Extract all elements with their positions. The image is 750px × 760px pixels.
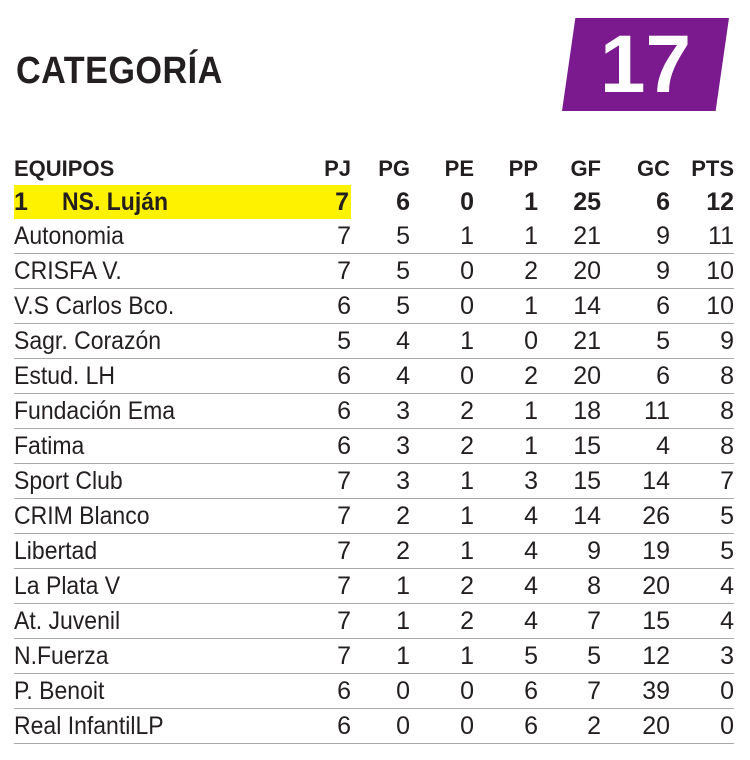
pts-cell: 5	[670, 499, 734, 534]
column-header-gc: GC	[637, 156, 670, 181]
gf-cell: 20	[538, 359, 601, 394]
gc-cell: 20	[601, 569, 670, 604]
pg-cell: 3	[351, 429, 410, 464]
table-row	[14, 464, 734, 499]
pe-cell: 1	[410, 219, 474, 254]
table-row	[14, 254, 734, 289]
position-number: 1	[14, 188, 28, 216]
team-name-cell	[14, 359, 294, 394]
gc-cell: 9	[601, 254, 670, 289]
team-name: V.S Carlos Bco.	[14, 292, 175, 320]
pe-cell: 0	[410, 674, 474, 709]
pts-cell: 10	[670, 254, 734, 289]
pj-cell: 7	[294, 569, 351, 604]
gf-cell: 21	[538, 324, 601, 359]
column-header-teams: EQUIPOS	[14, 156, 115, 181]
gc-cell: 5	[601, 324, 670, 359]
table-row	[14, 534, 734, 569]
gf-cell: 7	[538, 674, 601, 709]
team-name-cell	[14, 324, 294, 359]
gf-cell: 9	[538, 534, 601, 569]
gf-cell: 2	[538, 709, 601, 744]
gc-cell: 26	[601, 499, 670, 534]
pe-cell: 2	[410, 394, 474, 429]
pg-cell: 5	[351, 254, 410, 289]
pg-cell: 4	[351, 324, 410, 359]
pts-cell: 7	[670, 464, 734, 499]
pj-cell: 7	[294, 639, 351, 674]
gc-cell: 6	[601, 359, 670, 394]
pp-cell: 1	[474, 219, 538, 254]
gc-cell: 39	[601, 674, 670, 709]
pe-cell: 0	[410, 289, 474, 324]
pj-cell: 6	[294, 709, 351, 744]
pe-cell: 0	[410, 254, 474, 289]
pj-cell: 5	[294, 324, 351, 359]
team-name-cell	[14, 534, 294, 569]
pj-cell: 7	[294, 254, 351, 289]
pp-cell: 5	[474, 639, 538, 674]
team-name: CRISFA V.	[14, 257, 122, 285]
team-name-cell	[14, 254, 294, 289]
pj-cell: 7	[294, 219, 351, 254]
pp-cell: 0	[474, 324, 538, 359]
table-row	[14, 324, 734, 359]
table-row	[14, 429, 734, 464]
gf-cell: 14	[538, 499, 601, 534]
team-name-cell	[14, 499, 294, 534]
category-number-badge: 17	[599, 18, 692, 110]
column-header-pp: PP	[508, 156, 538, 181]
pe-cell: 2	[410, 569, 474, 604]
team-name-cell	[14, 674, 294, 709]
team-name-cell	[14, 569, 294, 604]
pj-cell: 6	[294, 674, 351, 709]
pg-cell: 2	[351, 534, 410, 569]
table-row	[14, 569, 734, 604]
table-row	[14, 674, 734, 709]
gc-cell: 15	[601, 604, 670, 639]
pts-cell: 0	[670, 709, 734, 744]
table-row	[14, 289, 734, 324]
pp-cell: 2	[474, 254, 538, 289]
pe-cell: 0	[410, 709, 474, 744]
pp-cell: 1	[474, 289, 538, 324]
pg-cell: 6	[396, 188, 410, 216]
team-name: Fatima	[14, 432, 85, 460]
pts-cell: 8	[670, 359, 734, 394]
pts-cell: 9	[670, 324, 734, 359]
pg-cell: 3	[351, 464, 410, 499]
team-name-cell	[14, 219, 294, 254]
pts-cell: 10	[670, 289, 734, 324]
gc-cell: 4	[601, 429, 670, 464]
pp-cell: 6	[474, 674, 538, 709]
gf-cell: 20	[538, 254, 601, 289]
gf-cell: 8	[538, 569, 601, 604]
pp-cell: 4	[474, 499, 538, 534]
pj-cell: 7	[294, 534, 351, 569]
pts-cell: 0	[670, 674, 734, 709]
pp-cell: 2	[474, 359, 538, 394]
gc-cell: 6	[601, 289, 670, 324]
team-name-cell	[14, 394, 294, 429]
category-title: CATEGORÍA	[16, 50, 223, 92]
pts-cell: 4	[670, 569, 734, 604]
pg-cell: 1	[351, 569, 410, 604]
pj-cell: 6	[294, 429, 351, 464]
gc-cell: 12	[601, 639, 670, 674]
team-name: Libertad	[14, 537, 98, 565]
pg-cell: 0	[351, 674, 410, 709]
pp-cell: 3	[474, 464, 538, 499]
gc-cell: 20	[601, 709, 670, 744]
gf-cell: 7	[538, 604, 601, 639]
team-name: Sagr. Corazón	[14, 327, 162, 355]
table-row	[14, 219, 734, 254]
team-name-cell	[14, 604, 294, 639]
pp-cell: 4	[474, 604, 538, 639]
team-name: NS. Luján	[62, 188, 169, 216]
pe-cell: 0	[410, 359, 474, 394]
team-name: N.Fuerza	[14, 642, 109, 670]
pp-cell: 1	[474, 394, 538, 429]
leader-row	[14, 185, 734, 219]
pj-cell: 7	[294, 604, 351, 639]
pp-cell: 6	[474, 709, 538, 744]
table-row	[14, 604, 734, 639]
pts-cell: 3	[670, 639, 734, 674]
table-row	[14, 639, 734, 674]
pg-cell: 4	[351, 359, 410, 394]
pts-cell: 11	[670, 219, 734, 254]
pg-cell: 3	[351, 394, 410, 429]
pe-cell: 1	[410, 324, 474, 359]
pj-cell: 7	[294, 464, 351, 499]
team-name: CRIM Blanco	[14, 502, 150, 530]
team-name-cell	[14, 639, 294, 674]
column-header-pj: PJ	[324, 156, 351, 181]
column-header-pg: PG	[378, 156, 410, 181]
pe-cell: 2	[410, 429, 474, 464]
gf-cell: 5	[538, 639, 601, 674]
team-name-cell	[14, 185, 294, 219]
pj-cell: 7	[294, 499, 351, 534]
gc-cell: 6	[656, 188, 670, 216]
pj-cell: 6	[294, 394, 351, 429]
gf-cell: 15	[538, 429, 601, 464]
column-header-pts: PTS	[691, 156, 734, 181]
pg-cell: 5	[351, 219, 410, 254]
pg-cell: 1	[351, 604, 410, 639]
pts-cell: 4	[670, 604, 734, 639]
pp-cell: 1	[474, 429, 538, 464]
team-name: Fundación Ema	[14, 397, 176, 425]
gc-cell: 11	[601, 394, 670, 429]
team-name-cell	[14, 429, 294, 464]
gf-cell: 14	[538, 289, 601, 324]
team-name-cell	[14, 464, 294, 499]
column-header-pe: PE	[444, 156, 474, 181]
table-row	[14, 359, 734, 394]
table-row	[14, 394, 734, 429]
pts-cell: 5	[670, 534, 734, 569]
column-header-gf: GF	[570, 156, 601, 181]
table-header-row	[14, 153, 734, 185]
pe-cell: 1	[410, 464, 474, 499]
team-name: Estud. LH	[14, 362, 115, 390]
pp-cell: 4	[474, 569, 538, 604]
pts-cell: 8	[670, 394, 734, 429]
pe-cell: 0	[460, 188, 474, 216]
pj-cell: 7	[294, 185, 351, 219]
pg-cell: 5	[351, 289, 410, 324]
pts-cell: 8	[670, 429, 734, 464]
table-row	[14, 499, 734, 534]
pg-cell: 2	[351, 499, 410, 534]
team-name: La Plata V	[14, 572, 121, 600]
pg-cell: 0	[351, 709, 410, 744]
pg-cell: 1	[351, 639, 410, 674]
pe-cell: 1	[410, 499, 474, 534]
gf-cell: 25	[573, 188, 601, 216]
pe-cell: 1	[410, 639, 474, 674]
team-name: P. Benoit	[14, 677, 105, 705]
pj-cell: 6	[294, 289, 351, 324]
team-name: Real InfantilLP	[14, 712, 164, 740]
gc-cell: 9	[601, 219, 670, 254]
team-name: Autonomia	[14, 222, 124, 250]
team-name-cell	[14, 709, 294, 744]
gc-cell: 14	[601, 464, 670, 499]
team-name: At. Juvenil	[14, 607, 121, 635]
standings-table	[14, 153, 734, 744]
pts-cell: 12	[706, 188, 734, 216]
pj-cell: 6	[294, 359, 351, 394]
team-name-cell	[14, 289, 294, 324]
gc-cell: 19	[601, 534, 670, 569]
gf-cell: 18	[538, 394, 601, 429]
gf-cell: 15	[538, 464, 601, 499]
gf-cell: 21	[538, 219, 601, 254]
team-name: Sport Club	[14, 467, 123, 495]
pe-cell: 2	[410, 604, 474, 639]
pp-cell: 4	[474, 534, 538, 569]
pe-cell: 1	[410, 534, 474, 569]
pp-cell: 1	[524, 188, 538, 216]
table-row	[14, 709, 734, 744]
